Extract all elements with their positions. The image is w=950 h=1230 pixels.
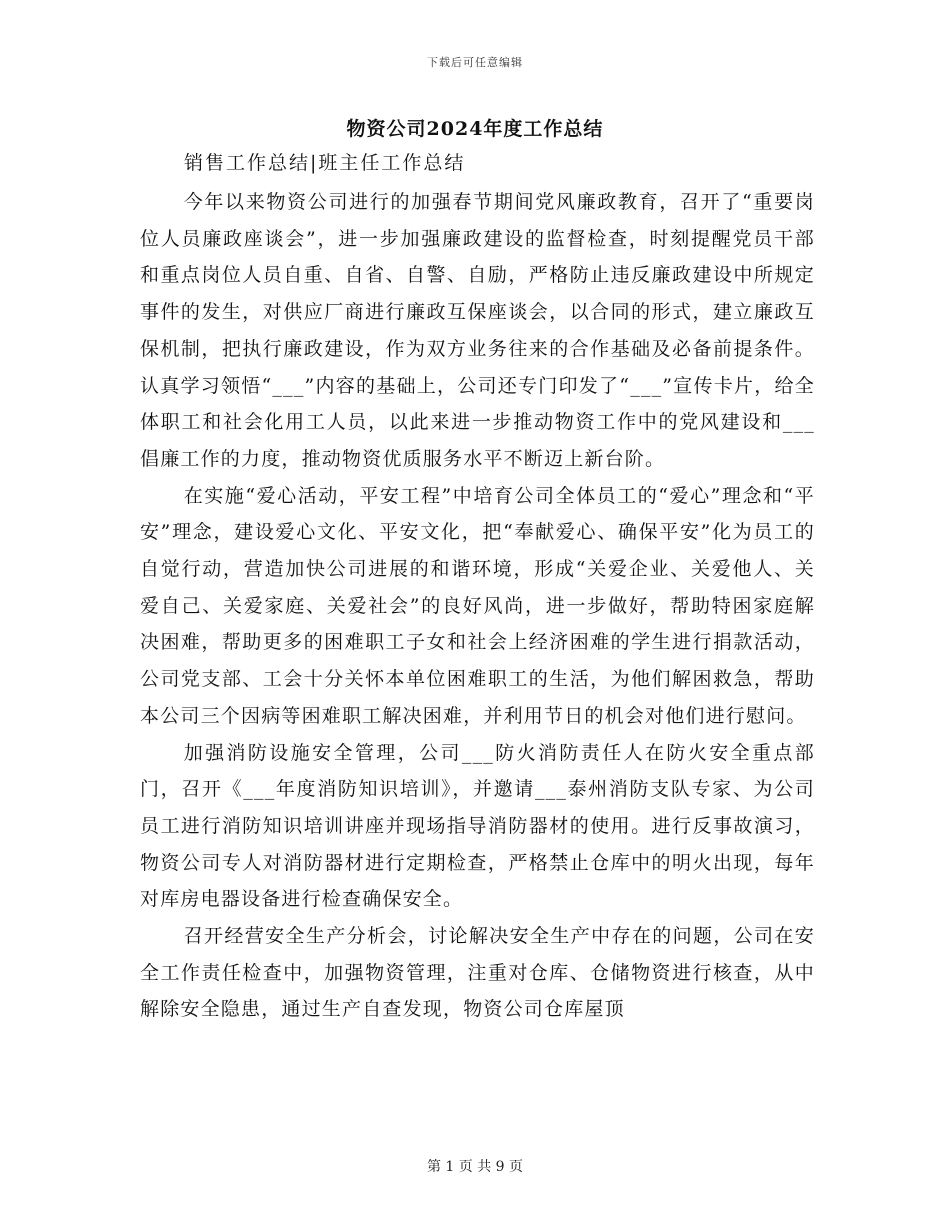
document-body	[140, 184, 815, 1028]
paragraph-safety-production: 召开经营安全生产分析会，讨论解决安全生产中存在的问题，公司在安全工作责任检查中，加强物资管理，注重对仓库、仓储物资进行核查，从中解除安全隐患，通过生产自查发现，物资公司仓库屋顶	[140, 925, 815, 1021]
document-subtitle: 销售工作总结|班主任工作总结	[184, 152, 466, 174]
paragraph-care-activity: 在实施“爱心活动，平安工程”中培育公司全体员工的“爱心”理念和“平安”理念，建设爱心文化、平安文化，把“奉献爱心、确保平安”化为员工的自觉行动，营造加快公司进展的和谐环境，形成“关爱企业、关爱他人、关爱自己、关爱家庭、关爱社会”的良好风尚，进一步做好，帮助特困家庭解决困难，帮助更多的困难职工子女和社会上经济困难的学生进行捐款活动，公司党支部、工会十分关怀本单位困难职工的生活，为他们解困救急，帮助本公司三个因病等困难职工解决困难，并利用节日的机会对他们进行慰问。	[140, 484, 815, 727]
page-header-note: 下载后可任意编辑	[427, 56, 523, 69]
paragraph-discipline: 今年以来物资公司进行的加强春节期间党风廉政教育，召开了“重要岗位人员廉政座谈会”，进一步加强廉政建设的监督检查，时刻提醒党员干部和重点岗位人员自重、自省、自警、自励，严格防止违反廉政建设中所规定事件的发生，对供应厂商进行廉政互保座谈会，以合同的形式，建立廉政互保机制，把执行廉政建设，作为双方业务往来的合作基础及必备前提条件。认真学习领悟“___”内容的基础上，公司还专门印发了“___”宣传卡片，给全体职工和社会化用工人员，以此来进一步推动物资工作中的党风建设和___倡廉工作的力度，推动物资优质服务水平不断迈上新台阶。	[140, 191, 815, 470]
paragraph-fire-safety: 加强消防设施安全管理，公司___防火消防责任人在防火安全重点部门，召开《___年度消防知识培训》，并邀请___泰州消防支队专家、为公司员工进行消防知识培训讲座并现场指导消防器材的使用。进行反事故演习，物资公司专人对消防器材进行定期检查，严格禁止仓库中的明火出现，每年对库房电器设备进行检查确保安全。	[140, 741, 815, 911]
page-number: 第 1 页 共 9 页	[426, 1159, 524, 1175]
document-title: 物资公司2024年度工作总结	[346, 118, 604, 140]
